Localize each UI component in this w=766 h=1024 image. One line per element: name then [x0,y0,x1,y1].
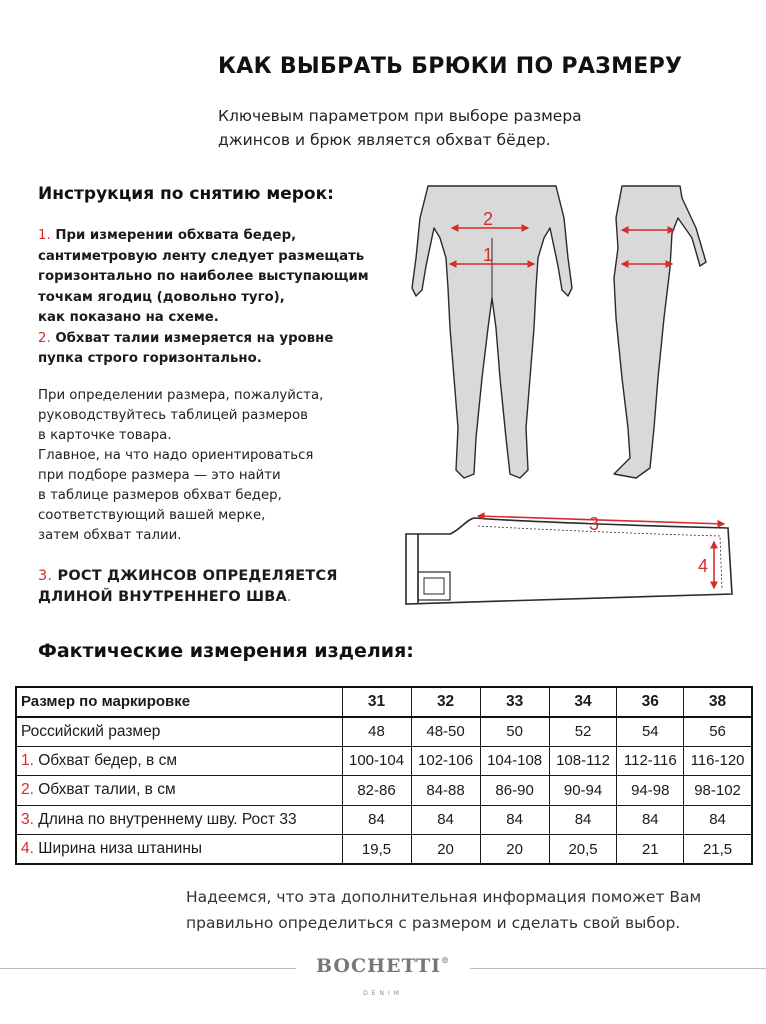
table-cell: 84 [549,805,617,835]
table-cell: 19,5 [342,835,411,865]
size-header: 33 [480,687,549,717]
table-cell: 90-94 [549,776,617,806]
note-line: затем обхват талии. [38,528,182,543]
table-cell: 84 [342,805,411,835]
note-line: При определении размера, пожалуйста, [38,388,324,403]
row-label [16,717,342,747]
row-label [16,835,342,865]
row-number: 1. [21,751,34,769]
step-1-line: сантиметровую ленту следует размещать [38,248,365,264]
table-cell: 48 [342,717,411,747]
table-row [16,835,752,865]
step-3 [38,566,338,608]
table-cell: 84 [480,805,549,835]
page-title: КАК ВЫБРАТЬ БРЮКИ ПО РАЗМЕРУ [218,54,683,79]
table-cell: 48-50 [411,717,480,747]
intro-line: Ключевым параметром при выборе размера [218,107,582,125]
table-row [16,746,752,776]
step-3-text: РОСТ ДЖИНСОВ ОПРЕДЕЛЯЕТСЯ [52,568,338,584]
row-number: 3. [21,810,34,828]
table-cell: 84 [684,805,752,835]
jeans-measurement-sketch [398,508,743,608]
step-1-text: При измерении обхвата бедер, [50,228,297,243]
instructions-heading: Инструкция по снятию мерок: [38,184,334,204]
note-line: Главное, на что надо ориентироваться [38,448,314,463]
size-table [15,686,753,865]
step-3-number: 3. [38,568,53,584]
row-label-text: Ширина низа штанины [33,840,203,857]
table-cell: 20 [480,835,549,865]
row-label [16,805,342,835]
front-figure [412,186,572,478]
table-cell: 52 [549,717,617,747]
step-1-first-line [38,226,408,247]
table-cell: 86-90 [480,776,549,806]
table-cell: 112-116 [617,746,684,776]
step-3-text: ДЛИНОЙ ВНУТРЕННЕГО ШВА [38,589,287,605]
step-3-first-line [38,566,338,587]
actual-measurements-heading: Фактические измерения изделия: [38,640,414,662]
table-row [16,776,752,806]
closing-line: Надеемся, что эта дополнительная информация поможет Вам [186,888,702,906]
size-header: 31 [342,687,411,717]
note-line: в карточке товара. [38,428,172,443]
table-cell: 21 [617,835,684,865]
table-cell: 50 [480,717,549,747]
step-1-number: 1. [38,228,51,243]
row-label-text: Российский размер [21,722,161,740]
footer-divider-right [470,968,766,969]
table-cell: 98-102 [684,776,752,806]
jeans-outline [406,518,732,604]
table-header-label: Размер по маркировке [16,687,342,717]
size-header: 34 [549,687,617,717]
step-2-text: Обхват талии измеряется на уровне [50,330,334,346]
row-label [16,746,342,776]
table-cell: 56 [684,717,752,747]
label-1-front: 1 [482,245,494,265]
label-3: 3 [588,514,600,534]
table-cell: 104-108 [480,746,549,776]
size-header: 32 [411,687,480,717]
table-cell: 100-104 [342,746,411,776]
step-3-second-line [38,587,338,608]
brand-subtitle: DENIM [363,990,403,997]
table-cell: 20,5 [549,835,617,865]
table-cell: 21,5 [684,835,752,865]
brand-logo [296,955,470,977]
body-figures-illustration [400,178,730,488]
table-cell: 84 [617,805,684,835]
row-label-text: Обхват талии, в см [33,781,176,799]
step-2-number: 2. [38,330,51,346]
footer-divider-left [0,968,296,969]
table-cell: 116-120 [684,746,752,776]
closing-line: правильно определиться с размером и сделать свой выбор. [186,914,681,932]
step-1-line: как показано на схеме. [38,310,219,325]
row-label-text: Обхват бедер, в см [33,751,177,769]
table-header-row [16,687,752,717]
note-line: руководствуйтесь таблицей размеров [38,408,308,423]
row-number: 4. [21,840,34,857]
measurement-steps [38,226,408,370]
row-number: 2. [21,781,34,799]
intro-line: джинсов и брюк является обхват бёдер. [218,131,551,149]
closing-text [186,884,746,936]
table-cell: 102-106 [411,746,480,776]
table-cell: 20 [411,835,480,865]
table-cell: 108-112 [549,746,617,776]
step-3-dot: . [286,589,292,605]
label-2-front: 2 [482,209,494,229]
step-2-line: пупка строго горизонтально. [38,351,262,366]
note-line: при подборе размера — это найти [38,468,281,483]
table-cell: 84-88 [411,776,480,806]
registered-mark: ® [441,955,450,965]
step-1-line: горизонтально по наиболее выступающим [38,269,369,284]
table-cell: 54 [617,717,684,747]
table-cell: 84 [411,805,480,835]
brand-name: BOCHETTI [315,955,441,977]
table-row [16,805,752,835]
label-4: 4 [697,556,709,576]
step-2-first-line [38,329,408,350]
intro-text [218,104,638,152]
row-label [16,776,342,806]
table-row [16,717,752,747]
size-note [38,386,383,546]
table-cell: 94-98 [617,776,684,806]
row-label-text: Длина по внутреннему шву. Рост 33 [33,810,297,828]
step-1-line: точкам ягодиц (довольно туго), [38,289,285,305]
note-line: в таблице размеров обхват бедер, [38,488,282,503]
size-header: 36 [617,687,684,717]
size-header: 38 [684,687,752,717]
note-line: соответствующий вашей мерке, [38,508,266,523]
table-cell: 82-86 [342,776,411,806]
